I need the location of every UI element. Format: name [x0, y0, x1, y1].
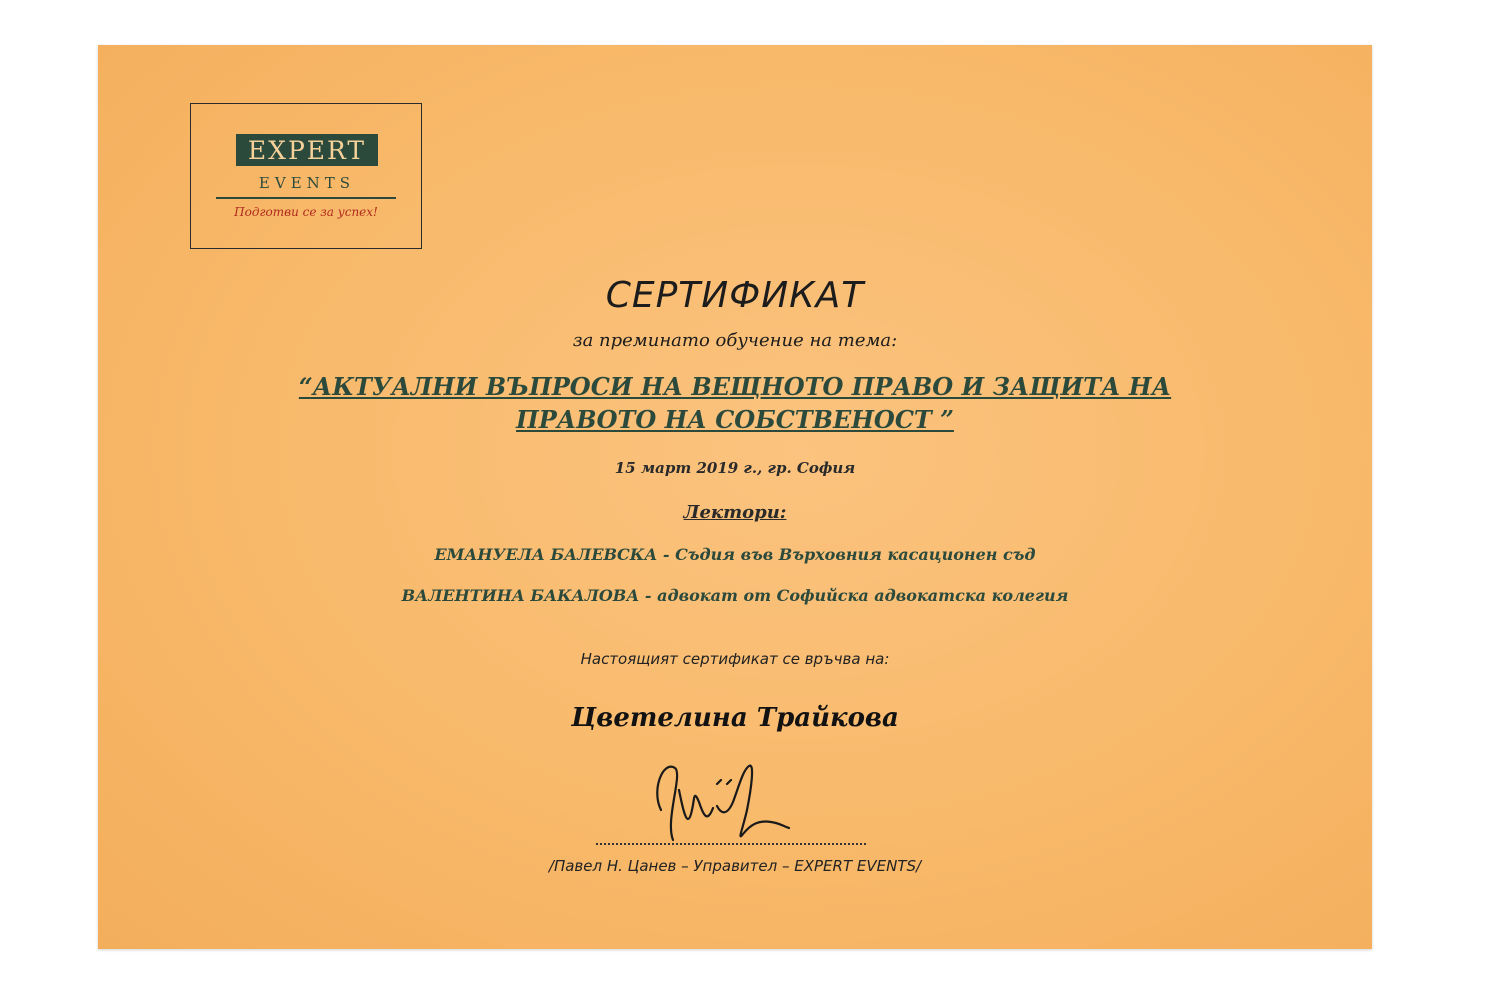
- certificate-subtitle: за преминато обучение на тема:: [572, 330, 898, 351]
- date-place: 15 март 2019 г., гр. София: [614, 459, 856, 477]
- signature-icon: [643, 750, 813, 850]
- logo-brand-bottom: EVENTS: [258, 174, 356, 192]
- awarded-to-label: Настоящият сертификат се връчва на:: [580, 650, 890, 668]
- course-topic-line-1: “АКТУАЛНИ ВЪПРОСИ НА ВЕЩНОТО ПРАВО И ЗАЩИТА НА: [298, 372, 1172, 401]
- lector-item: ВАЛЕНТИНА БАКАЛОВА - адвокат от Софийска адвокатска колегия: [401, 586, 1069, 605]
- logo-frame: [190, 103, 422, 249]
- logo-divider: [216, 197, 396, 199]
- course-topic-line-2: ПРАВОТО НА СОБСТВЕНОСТ ”: [516, 405, 954, 434]
- certificate-title: СЕРТИФИКАТ: [605, 275, 865, 316]
- lectors-heading: Лектори:: [683, 502, 787, 523]
- certificate-paper: [98, 45, 1372, 949]
- recipient-name: Цветелина Трайкова: [571, 703, 899, 733]
- signer-caption: /Павел Н. Цанев – Управител – EXPERT EVENTS/: [548, 857, 922, 875]
- signature-line: [596, 843, 866, 845]
- course-topic: [98, 370, 1372, 436]
- logo-brand-top: EXPERT: [236, 134, 378, 166]
- logo-slogan: Подготви се за успех!: [234, 205, 378, 219]
- lector-item: ЕМАНУЕЛА БАЛЕВСКА - Съдия във Върховния касационен съд: [434, 545, 1036, 564]
